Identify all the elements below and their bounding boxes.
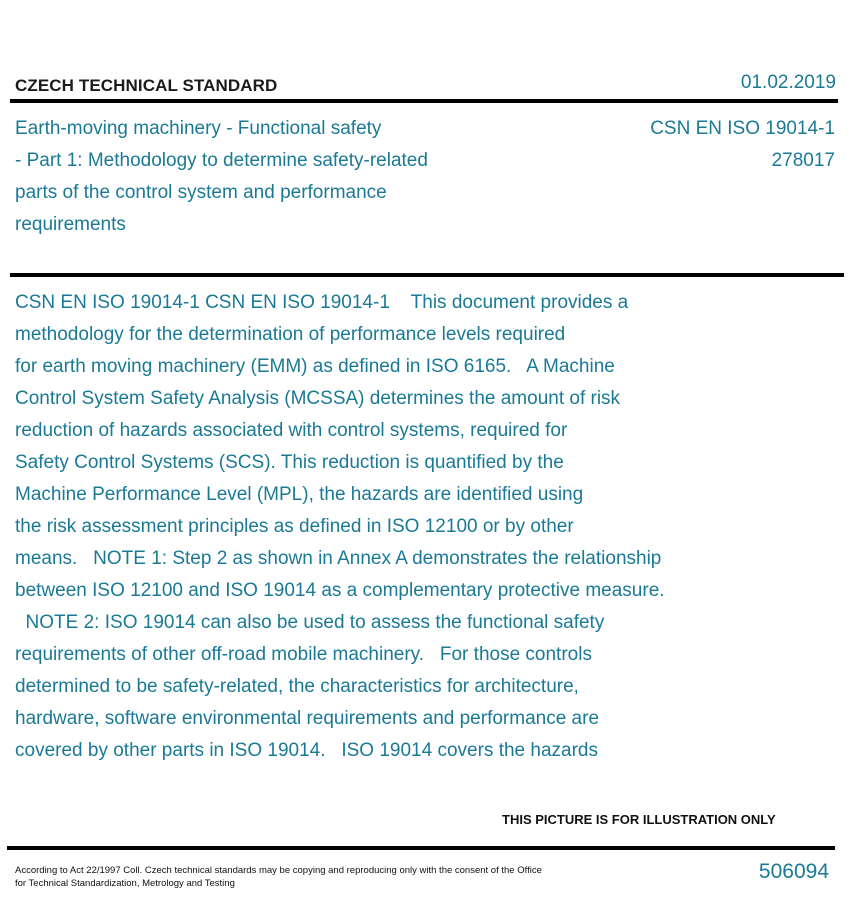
standard-title-line: Earth-moving machinery - Functional safety [15, 118, 382, 139]
abstract-line: means. NOTE 1: Step 2 as shown in Annex A demonstrates the relationship [15, 548, 662, 569]
legal-notice-line: According to Act 22/1997 Coll. Czech technical standards may be copying and reproducing only with the consent of the Office [15, 865, 542, 876]
abstract-line: Control System Safety Analysis (MCSSA) determines the amount of risk [15, 388, 621, 409]
abstract-line: CSN EN ISO 19014-1 CSN EN ISO 19014-1 This document provides a [15, 292, 629, 313]
standard-codes [650, 113, 835, 177]
abstract-line: Safety Control Systems (SCS). This reduction is quantified by the [15, 452, 564, 473]
abstract-line: Machine Performance Level (MPL), the hazards are identified using [15, 484, 584, 505]
abstract-line: reduction of hazards associated with control systems, required for [15, 420, 568, 441]
abstract-line: the risk assessment principles as defined in ISO 12100 or by other [15, 516, 574, 537]
title-divider [10, 273, 844, 277]
abstract-line: between ISO 12100 and ISO 19014 as a complementary protective measure. [15, 580, 665, 601]
document-category: CZECH TECHNICAL STANDARD [15, 76, 278, 95]
legal-notice [15, 864, 585, 890]
class-number: 278017 [771, 150, 835, 171]
standard-title-line: parts of the control system and performance [15, 182, 387, 203]
abstract-line: hardware, software environmental requirements and performance are [15, 708, 600, 729]
abstract-line: determined to be safety-related, the characteristics for architecture, [15, 676, 579, 697]
abstract-text [15, 287, 775, 767]
standard-title-line: requirements [15, 214, 126, 235]
abstract-line: for earth moving machinery (EMM) as defined in ISO 6165. A Machine [15, 356, 615, 377]
abstract-line: methodology for the determination of performance levels required [15, 324, 566, 345]
legal-notice-line: for Technical Standardization, Metrology and Testing [15, 878, 235, 889]
footer-divider [7, 846, 835, 850]
abstract-line: covered by other parts in ISO 19014. ISO 19014 covers the hazards [15, 740, 598, 761]
standard-title [15, 113, 505, 241]
standard-code: CSN EN ISO 19014-1 [650, 118, 835, 139]
document-number: 506094 [758, 860, 829, 883]
header-divider [10, 99, 838, 103]
illustration-notice: THIS PICTURE IS FOR ILLUSTRATION ONLY [502, 812, 776, 827]
standard-title-line: - Part 1: Methodology to determine safety-related [15, 150, 428, 171]
abstract-line: NOTE 2: ISO 19014 can also be used to assess the functional safety [15, 612, 605, 633]
publication-date: 01.02.2019 [740, 72, 836, 93]
abstract-line: requirements of other off-road mobile machinery. For those controls [15, 644, 592, 665]
